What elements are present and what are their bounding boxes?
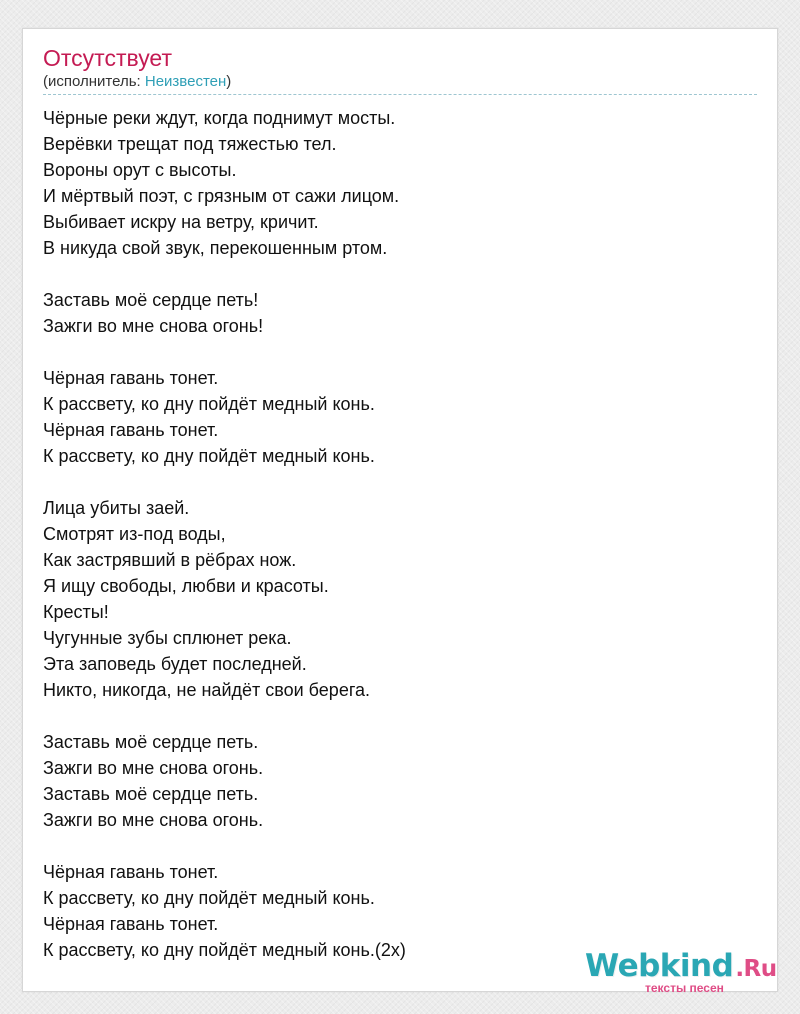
lyric-line: Чёрная гавань тонет. xyxy=(43,862,219,882)
lyric-line: Выбивает искру на ветру, кричит. xyxy=(43,212,319,232)
lyric-line: К рассвету, ко дну пойдёт медный конь.(2х) xyxy=(43,940,406,960)
lyrics-card xyxy=(22,28,778,995)
lyric-line: Я ищу свободы, любви и красоты. xyxy=(43,576,329,596)
artist-link[interactable]: Неизвестен xyxy=(144,73,227,90)
lyric-line: Лица убиты заей. xyxy=(43,498,190,518)
lyric-line: Вороны орут с высоты. xyxy=(43,160,237,180)
lyric-line: Как застрявший в рёбрах нож. xyxy=(43,550,297,570)
artist-prefix: (исполнитель: xyxy=(43,73,145,90)
lyric-line: Чёрные реки ждут, когда поднимут мосты. xyxy=(43,108,396,128)
lyric-line: И мёртвый поэт, с грязным от сажи лицом. xyxy=(43,186,400,206)
lyric-line: В никуда свой звук, перекошенным ртом. xyxy=(43,238,388,258)
lyric-line: Зажги во мне снова огонь. xyxy=(43,810,264,830)
stanza-break xyxy=(43,261,743,287)
lyric-line: К рассвету, ко дну пойдёт медный конь. xyxy=(43,446,375,466)
lyric-line: Заставь моё сердце петь. xyxy=(43,732,259,752)
title-divider xyxy=(43,94,757,95)
artist-line xyxy=(43,73,231,91)
lyric-line: Чёрная гавань тонет. xyxy=(43,368,219,388)
stanza-break xyxy=(43,833,743,859)
lyric-line: Никто, никогда, не найдёт свои берега. xyxy=(43,680,371,700)
lyric-line: Чёрная гавань тонет. xyxy=(43,420,219,440)
lyric-line: Смотрят из-под воды, xyxy=(43,524,226,544)
lyric-line: Чёрная гавань тонет. xyxy=(43,914,219,934)
logo-tagline: тексты песен xyxy=(645,981,724,995)
lyric-line: Чугунные зубы сплюнет река. xyxy=(43,628,292,648)
lyric-line: Кресты! xyxy=(43,602,109,622)
lyric-line: Зажги во мне снова огонь! xyxy=(43,316,264,336)
lyric-line: К рассвету, ко дну пойдёт медный конь. xyxy=(43,394,375,414)
stanza-break xyxy=(43,703,743,729)
site-logo[interactable] xyxy=(585,947,775,993)
song-title: Отсутствует xyxy=(43,45,172,71)
logo-brand: Webkind xyxy=(585,948,734,984)
lyric-line: Эта заповедь будет последней. xyxy=(43,654,307,674)
logo-tld: .Ru xyxy=(735,956,777,982)
lyric-line: Заставь моё сердце петь! xyxy=(43,290,259,310)
lyric-line: Зажги во мне снова огонь. xyxy=(43,758,264,778)
lyric-line: Заставь моё сердце петь. xyxy=(43,784,259,804)
lyric-line: К рассвету, ко дну пойдёт медный конь. xyxy=(43,888,375,908)
stanza-break xyxy=(43,339,743,365)
lyrics-body xyxy=(43,105,743,963)
stanza-break xyxy=(43,469,743,495)
lyric-line: Верёвки трещат под тяжестью тел. xyxy=(43,134,337,154)
artist-suffix: ) xyxy=(226,73,232,90)
